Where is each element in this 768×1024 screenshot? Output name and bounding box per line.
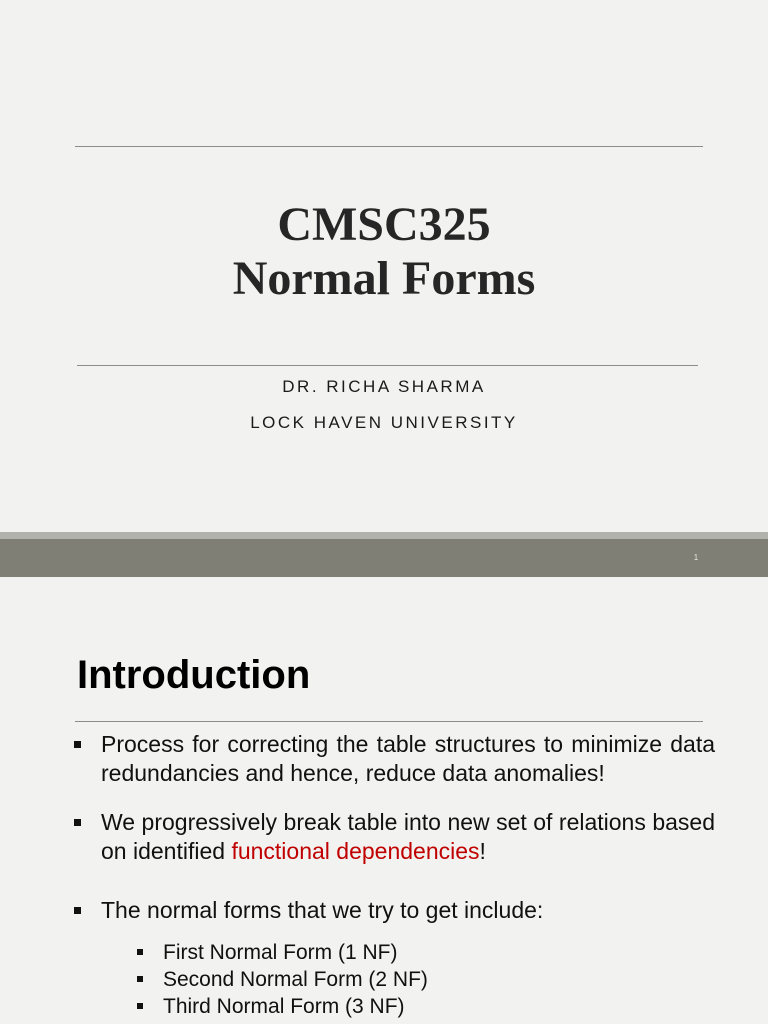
sub-bullet-item	[163, 966, 428, 993]
bullet-text-end: !	[479, 838, 486, 864]
bullet-text: Process for correcting the table structures to minimize data redundancies and hence, reduce data anomalies!	[101, 731, 715, 786]
highlighted-term: functional dependencies	[231, 838, 480, 864]
footer-bar	[0, 539, 768, 577]
footer-bar-accent	[0, 532, 768, 539]
page-number: 1	[693, 553, 699, 562]
heading-divider	[75, 721, 703, 722]
bullet-item	[101, 896, 715, 925]
slide-heading: Introduction	[77, 653, 311, 697]
sub-bullet-item	[163, 939, 398, 966]
content-slide	[0, 577, 768, 1024]
slide-title	[0, 198, 768, 306]
bullet-text: The normal forms that we try to get include:	[101, 897, 544, 923]
title-course-code: CMSC325	[277, 198, 491, 251]
bottom-divider	[77, 365, 698, 366]
author-name: DR. RICHA SHARMA	[282, 377, 486, 396]
bullet-square-icon	[74, 819, 81, 826]
top-divider	[75, 146, 703, 147]
bullet-text: We progressively break table into new set of relations based on identified	[101, 809, 715, 864]
sub-bullet-text: Third Normal Form (3 NF)	[163, 995, 405, 1018]
sub-bullet-item	[163, 993, 405, 1020]
bullet-square-icon	[74, 907, 81, 914]
sub-bullet-text: First Normal Form (1 NF)	[163, 941, 398, 964]
bullet-square-icon	[137, 1003, 143, 1009]
sub-bullet-text: Second Normal Form (2 NF)	[163, 968, 428, 991]
bullet-item	[101, 808, 715, 866]
institution-name: LOCK HAVEN UNIVERSITY	[250, 413, 518, 432]
bullet-square-icon	[137, 949, 143, 955]
bullet-square-icon	[137, 976, 143, 982]
title-topic: Normal Forms	[232, 252, 536, 305]
bullet-square-icon	[74, 741, 81, 748]
bullet-item	[101, 730, 715, 788]
